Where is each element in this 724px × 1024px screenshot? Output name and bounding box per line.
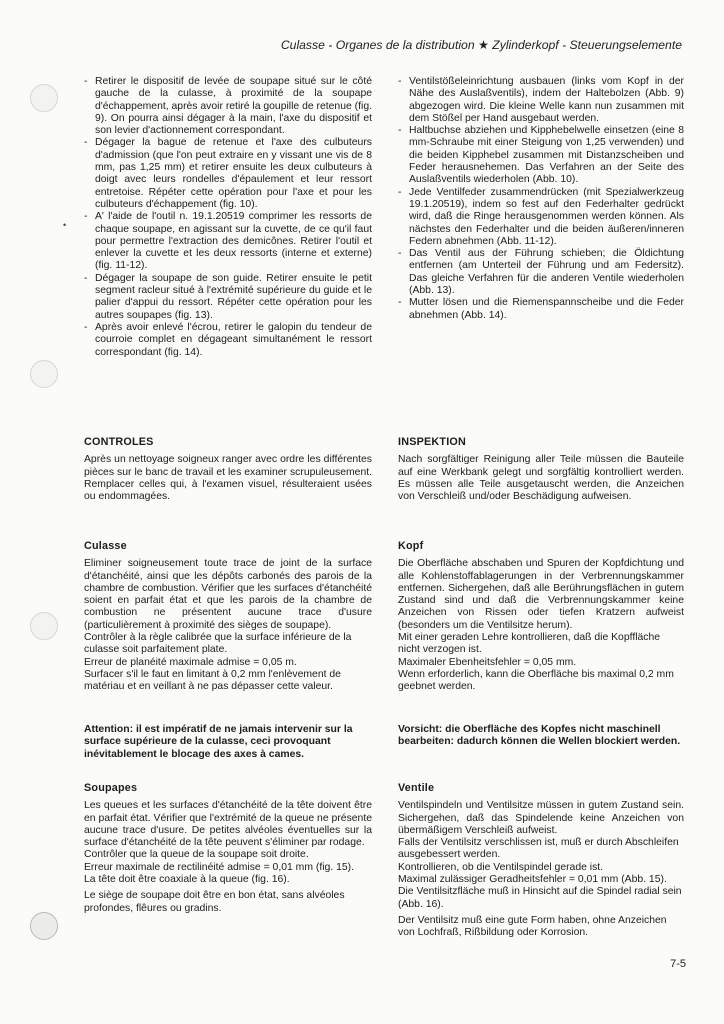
right-procedure-list [398,76,684,322]
paragraph: Maximaler Ebenheitsfehler = 0,05 mm. [398,656,577,668]
section-title: Culasse [84,540,127,552]
list-item: - Haltbuchse abziehen und Kipphebelwelle einsetzen (eine 8 mm-Schraube mit einer Steigung von 1,25 verwenden) und die beiden Kipphebel zusammen mit Distanzscheiben und Feder herausnehemen. Das Verfahren an der Seite des Auslaßventils wiederholen (Abb. 10). [398,125,684,186]
ventile-section [398,782,684,940]
paragraph: Contrôler à la règle calibrée que la surface inférieure de la culasse soit parfaitement plate. [84,632,352,656]
paragraph: Ventilspindeln und Ventilsitze müssen in gutem Zustand sein. Sichergehen, daß das Spindelende keine Anzeichen von übermäßigem Verschleiß aufweist. [398,800,684,836]
list-item: - Das Ventil aus der Führung schieben; die Öldichtung entfernen (am Unterteil der Führung und am Federsitz). Das gleiche Verfahren für die anderen Ventile wiederholen (Abb. 13). [398,248,684,297]
punch-hole-lower-middle [30,612,58,640]
section-title: Kopf [398,540,424,552]
paragraph: Die Oberfläche abschaben und Spuren der Kopfdichtung und alle Kohlenstoffablagerungen in der Verbrennungskammer entfernen. Sichergehen, daß alle Berührungsflächen in gutem Zustand sind und daß die Verbrennungskammer keine Anzeichen von Rissen oder tiefen Kratzern aufweist (besonders um die Ventilsitze herum). [398,558,684,631]
paragraph: Die Ventilsitzfläche muß in Hinsicht auf die Spindel radial sein (Abb. 16). [398,886,682,910]
paragraph: Surfacer s'il le faut en limitant à 0,2 mm l'enlèvement de matériau et en veillant à ne pas dépasser cette valeur. [84,668,341,693]
list-item: - A' l'aide de l'outil n. 19.1.20519 comprimer les ressorts de chaque soupape, en agissant sur la cuvette, de ce qu'il faut pour permettre l'extraction des demicônes. Retirer l'outil et enlever la cuvette et les deux ressorts (interne et externe) (fig. 11-12). [84,211,372,272]
paragraph: Erreur de planéité maximale admise = 0,05 m. [84,656,297,668]
paragraph: Der Ventilsitz muß eine gute Form haben, ohne Anzeichen von Lochfraß, Rißbildung oder Korrosion. [398,914,667,939]
bullet-mark-icon: • [63,220,67,230]
list-item: - Après avoir enlevé l'écrou, retirer le galopin du tendeur de courroie complet en dégageant simultanément le ressort correspondant (fig. 14). [84,322,372,359]
punch-hole-bottom [30,912,58,940]
right-column [398,76,684,322]
paragraph: Le siège de soupape doit être en bon état, sans alvéoles profondes, flêures ou gradins. [84,890,345,914]
paragraph: Erreur maximale de rectilinéité admise = 0,01 mm (fig. 15). [84,861,354,873]
paragraph: Les queues et les surfaces d'étanchéité de la tête doivent être en parfait état. Vérifier que l'extrémité de la queue ne présente aucune trace d'usure. De petites alvéoles éventuelles sur la surface d'étanchéité de la tête peuvent s'éliminer par rodage. [84,800,372,849]
section-title: CONTROLES [84,436,154,448]
list-item: - Retirer le dispositif de levée de soupape situé sur le côté gauche de la culasse, à proximité de la soupape d'échappement, après avoir retiré la goupille de retenue (fig. 9). On pourra ainsi dégager à la main, l'axe du dispositif et son levier d'actionnement correspondant. [84,76,372,137]
kopf-section [398,540,684,694]
warning-text: Attention: il est impératif de ne jamais intervenir sur la surface supérieure de la culasse, ceci provoquant inévitablement le blocage des axes à cames. [84,724,353,760]
paragraph: Nach sorgfältiger Reinigung aller Teile müssen die Bauteile auf eine Werkbank gelegt und sorgfältig kontrolliert werden. Es müssen alle Teile ausgetauscht werden, die Anzeichen von Verschleiß und/oder Beschädigung aufweisen. [398,454,684,503]
section-title: INSPEKTION [398,436,466,448]
list-item: - Mutter lösen und die Riemenspannscheibe und die Feder abnehmen (Abb. 14). [398,297,684,322]
soupapes-section [84,782,372,915]
page-header: Culasse - Organes de la distribution ★ Zylinderkopf - Steuerungselemente [280,38,682,52]
paragraph: Eliminer soigneusement toute trace de joint de la surface d'étanchéité, ainsi que les dépôts carbonés des parois de la chambre de combustion. Vérifier que les surfaces d'étanchéité soient en parfait état et que les parois de la chambre de combustion ne présentent aucune trace d'usure (particulièrement à proximité des sièges de soupape). [84,558,372,631]
list-item: - Ventilstößeleinrichtung ausbauen (links vom Kopf in der Nähe des Auslaßventils), indem der Haltebolzen (Abb. 9) abgezogen wird. Die kleine Welle kann nun zusammen mit dem Stößel per Hand ausgebaut werden. [398,76,684,125]
paragraph: Maximal zulässiger Geradheitsfehler = 0,01 mm (Abb. 15). [398,874,667,886]
punch-hole-upper-middle [30,360,58,388]
page-number: 7-5 [670,958,686,970]
left-procedure-list [84,76,372,359]
paragraph: Après un nettoyage soigneux ranger avec ordre les différentes pièces sur le banc de travail et les examiner scrupuleusement. Remplacer celles qui, à l'examen visuel, résulteraient usées ou endommagées. [84,454,372,503]
paragraph: Falls der Ventilsitz verschlissen ist, muß er durch Abschleifen ausgebessert werden. [398,837,679,861]
inspektion-section [398,436,684,507]
punch-hole-top [30,84,58,112]
controles-section [84,436,372,507]
section-title: Soupapes [84,782,138,794]
list-item: - Dégager la bague de retenue et l'axe des culbuteurs d'admission (que l'on peut extraire en y vissant une vis de 8 mm, pas 1,25 mm) et retirer ensuite les deux culbuteurs à doigt avec leurs rondelles d'épaulement et leur ressort entretoise. Répéter cette opération pour l'axe et pour les culbuteurs d'échappement (fig. 10). [84,137,372,211]
vorsicht-note [398,724,684,749]
paragraph: Mit einer geraden Lehre kontrollieren, daß die Kopffläche nicht verzogen ist. [398,632,661,656]
list-item: - Jede Ventilfeder zusammendrücken (mit Spezialwerkzeug 19.1.20519), indem so fest auf den Federhalter gedrückt wird, daß die Ringe herausgenommen werden können. Als nächstes den Federhalter und die beiden äußeren/inneren Federn abnehmen (Abb. 11-12). [398,187,684,248]
section-title: Ventile [398,782,435,794]
warning-text: Vorsicht: die Oberfläche des Kopfes nicht maschinell bearbeiten: dadurch können die Wellen blockiert werden. [398,724,681,748]
paragraph: La tête doit être coaxiale à la queue (fig. 16). [84,874,290,886]
left-column [84,76,372,359]
paragraph: Kontrollieren, ob die Ventilspindel gerade ist. [398,861,604,873]
culasse-section [84,540,372,694]
attention-note [84,724,372,761]
paragraph: Contrôler que la queue de la soupape soit droite. [84,849,309,861]
paragraph: Wenn erforderlich, kann die Oberfläche bis maximal 0,2 mm geebnet werden. [398,668,674,693]
list-item: - Dégager la soupape de son guide. Retirer ensuite le petit segment racleur situé à l'extrémité supérieure du guide et le palier d'appui du ressort. Répéter cette opération pour les autres soupapes (fig. 13). [84,273,372,322]
